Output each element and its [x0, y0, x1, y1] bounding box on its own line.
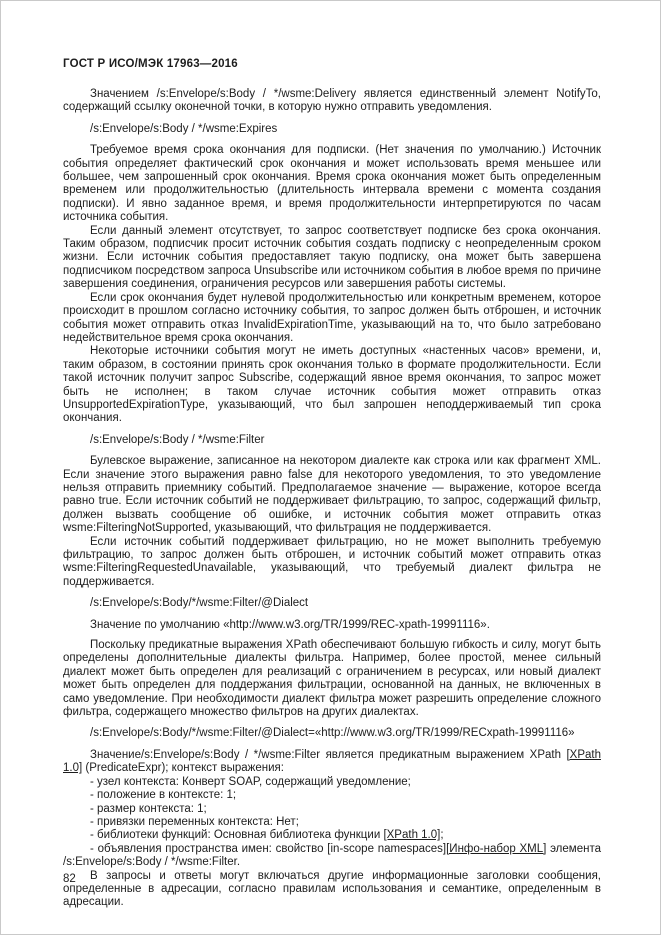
text-run: - узел контекста: Конверт SOAP, содержащий уведомление;	[90, 775, 411, 788]
reference-link[interactable]: [Инфо-набор XML]	[446, 842, 547, 855]
text-run: - размер контекста: 1;	[90, 802, 207, 815]
text-run: Булевское выражение, записанное на некотором диалекте как строка или как фрагмент XML. Если значение этого выражения равно false для некоторого уведомления, то это уведомление нельзя отправить приемнику событий. Предполагаемое значение — выражение, которое всегда равно true. Если источник событий не поддерживает фильтрацию, то запрос, содержащий фильтр, должен вызвать сообщение об ошибке, и источник события может отправить отказ wsme:FilteringNotSupported, указывающий, что фильтрация не поддерживается.	[63, 455, 601, 535]
text-run: ;	[440, 829, 444, 842]
document-body	[63, 88, 601, 910]
text-run: элемента /s:Envelope/s:Body / */wsme:Filter.	[63, 842, 601, 869]
text-run: Значение/s:Envelope/s:Body / */wsme:Filter является предикатным выражением XPath	[90, 748, 567, 761]
text-run: - привязки переменных контекста: Нет;	[90, 815, 299, 828]
list-item	[63, 843, 601, 870]
xml-path-line	[63, 434, 601, 447]
paragraph	[63, 345, 601, 425]
text-run: Требуемое время срока окончания для подписки. (Нет значения по умолчанию.) Источник события определяет фактический срок окончания и может использовать время меньшее или большее, чем запрошенный срок окончания. Время срока окончания может быть определенным временем или продолжительностью (длительность интервала времени с момента создания подписки). И явно заданное время, и время продолжительности интерпретируются по часам источника события.	[63, 144, 601, 224]
xml-path-line	[63, 123, 601, 136]
page-number: 82	[63, 873, 76, 885]
text-run: /s:Envelope/s:Body / */wsme:Filter	[90, 433, 265, 446]
text-run: Поскольку предикатные выражения XPath обеспечивают большую гибкость и силу, могут быть определены дополнительные диалекты фильтра. Например, более простой, менее сильный диалект может быть определен для реализаций с ограничением в ресурсах, или новый диалект может быть определен для поддержания фильтрации, основанной на данных, не включенных в само уведомление. При необходимости диалект фильтра может разрешить определение сложного фильтра, содержащего множество фильтров на других диалектах.	[63, 639, 601, 719]
paragraph	[63, 619, 601, 632]
text-run: (PredicateExpr); контекст выражения:	[82, 762, 284, 775]
text-run: /s:Envelope/s:Body / */wsme:Expires	[90, 122, 278, 135]
paragraph	[63, 870, 601, 910]
text-run: Если источник событий поддерживает фильтрацию, но не может выполнить требуемую фильтрацию, то запрос должен быть отброшен, и источник событий может отправить отказ wsme:FilteringRequestedUnavailable, указывающий, что требуемый диалект фильтра не поддерживается.	[63, 535, 601, 588]
text-run: /s:Envelope/s:Body/*/wsme:Filter/@Dialect	[90, 597, 309, 610]
text-run: Некоторые источники события могут не иметь доступных «настенных часов» времени, и, таким образом, в состоянии принять срок окончания только в формате продолжительности. Если такой источник получит запрос Subscribe, содержащий явное время окончания, то запрос может быть не исполнен; в таком случае источник события может отправить отказ UnsupportedExpirationType, указывающий, что был запрошен неподдерживаемый тип срока окончания.	[63, 345, 601, 425]
text-run: Значением /s:Envelope/s:Body / */wsme:Delivery является единственный элемент NotifyTo, содержащий ссылку оконечной точки, в которую нужно отправить уведомления.	[63, 88, 601, 114]
list-item	[63, 803, 601, 816]
paragraph	[63, 639, 601, 719]
text-run: Значение по умолчанию «http://www.w3.org/TR/1999/REC-xpath-19991116».	[90, 618, 490, 631]
paragraph	[63, 225, 601, 292]
paragraph	[63, 292, 601, 346]
reference-link[interactable]: [XPath 1.0]	[63, 748, 601, 775]
list-item	[63, 776, 601, 789]
xml-path-line	[63, 597, 601, 610]
text-run: Если данный элемент отсутствует, то запрос соответствует подписке без срока окончания. Таким образом, подписчик просит источник события создать подписку с неопределенным сроком жизни. Если источник события предоставляет такую подписку, она может быть завершена подписчиком посредством запроса Unsubscribe или источником события в любое время по причине завершения соединения, ограничения ресурсов или завершения работы системы.	[63, 224, 601, 291]
xml-path-line	[63, 727, 601, 740]
text-run: /s:Envelope/s:Body/*/wsme:Filter/@Dialect=«http://www.w3.org/TR/1999/RECxpath-19991116»	[90, 727, 575, 740]
reference-link[interactable]: [XPath 1.0]	[383, 829, 441, 842]
paragraph	[63, 455, 601, 535]
paragraph	[63, 144, 601, 224]
paragraph	[63, 88, 601, 115]
text-run: В запросы и ответы могут включаться другие информационные заголовки сообщения, определенные в адресации, согласно правилам использования и семантике, определенным в адресации.	[63, 869, 601, 909]
text-run: - объявления пространства имен: свойство [in-scope namespaces]	[90, 842, 447, 855]
list-item	[63, 829, 601, 842]
text-run: - положение в контексте: 1;	[90, 789, 237, 802]
list-item	[63, 789, 601, 802]
text-run: Если срок окончания будет нулевой продолжительностью или конкретным временем, которое происходит в прошлом согласно источнику события, то запрос должен быть отброшен, и источник события может отправить отказ InvalidExpirationTime, указывающий на то, что было затребовано недействительное время срока окончания.	[63, 291, 601, 344]
paragraph	[63, 536, 601, 590]
text-run: - библиотеки функций: Основная библиотека функции	[90, 829, 384, 842]
list-item	[63, 816, 601, 829]
document-header: ГОСТ Р ИСО/МЭК 17963—2016	[63, 58, 238, 70]
paragraph	[63, 749, 601, 776]
